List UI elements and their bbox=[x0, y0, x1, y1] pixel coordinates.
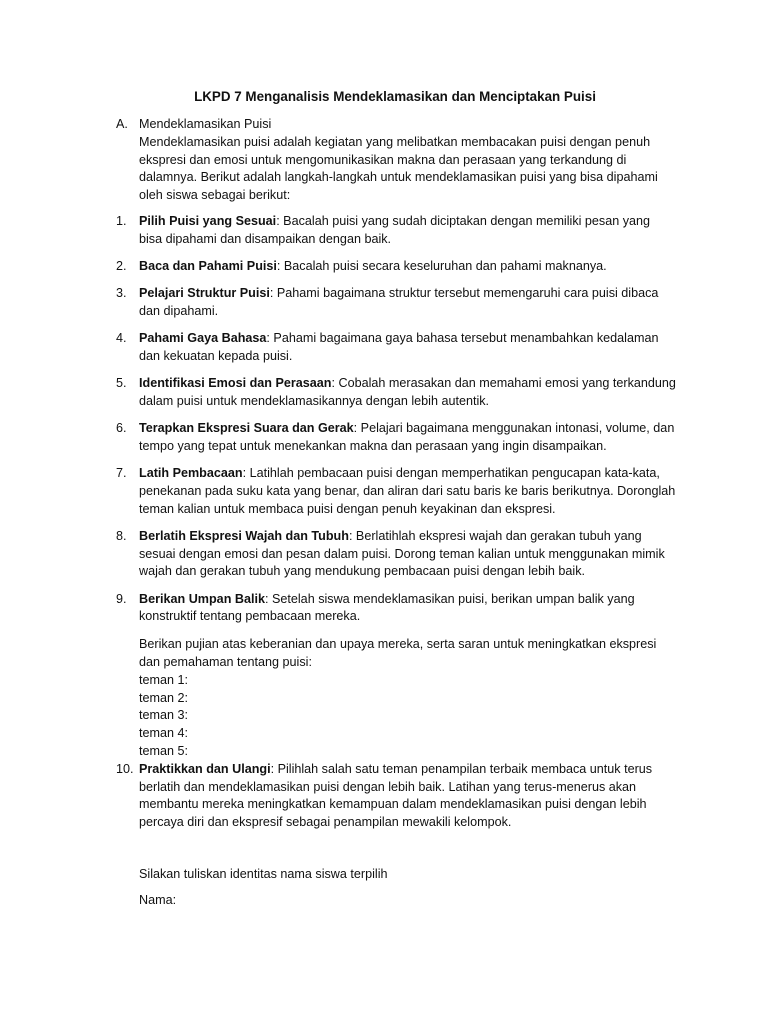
section-a bbox=[116, 116, 676, 205]
friend-entry: teman 2: bbox=[139, 690, 189, 705]
item-number: 3. bbox=[116, 286, 127, 301]
item-title: Latih Pembacaan bbox=[139, 466, 243, 481]
name-label: Nama: bbox=[139, 892, 177, 907]
list-item bbox=[116, 528, 676, 581]
section-heading: Mendeklamasikan Puisi bbox=[139, 117, 272, 131]
item-number: 9. bbox=[116, 591, 127, 606]
friend-entry: teman 5: bbox=[139, 744, 189, 759]
item-text: : Berlatihlah ekspresi wajah dan gerakan tubuh yang sesuai dengan emosi dan pesan dalam puisi. Dorong teman kalian untuk menggunakan mimik wajah dan gerakan tubuh yang mendukung pembacaan puisi dengan lebih baik. bbox=[139, 528, 665, 579]
footer-instruction: Silakan tuliskan identitas nama siswa terpilih bbox=[139, 867, 388, 881]
list-item bbox=[116, 213, 676, 249]
item-text: : Latihlah pembacaan puisi dengan memperhatikan pengucapan kata-kata, penekanan pada suku kata yang benar, dan aliran dari satu baris ke baris berikutnya. Doronglah teman kalian untuk membaca puisi dengan penuh keyakinan dan ekspresi. bbox=[139, 466, 676, 516]
steps-list bbox=[116, 213, 676, 841]
item-text: : Cobalah merasakan dan memahami emosi yang terkandung dalam puisi untuk mendeklamasikannya dengan lebih autentik. bbox=[139, 376, 676, 408]
friend-entry: teman 3: bbox=[139, 708, 189, 723]
item-number: 8. bbox=[116, 528, 127, 543]
friends-list bbox=[139, 672, 676, 761]
item-number: 4. bbox=[116, 331, 127, 346]
footer-block bbox=[139, 866, 679, 910]
item-title: Berikan Umpan Balik bbox=[139, 591, 265, 606]
item-text: : Pahami bagaimana struktur tersebut memengaruhi cara puisi dibaca dan dipahami. bbox=[139, 286, 659, 318]
item-title: Berlatih Ekspresi Wajah dan Tubuh bbox=[139, 528, 349, 543]
item-text: : Pilihlah salah satu teman penampilan terbaik membaca untuk terus berlatih dan mendeklamasikan puisi dengan lebih baik. Latihan yang terus-menerus akan membantu mereka meningkatkan kemampuan dalam mendeklamasikan puisi dengan lebih percaya diri dan ekspresif sebagai penampilan mewakili kelompok. bbox=[139, 761, 653, 830]
list-item bbox=[116, 258, 676, 276]
item-number: 2. bbox=[116, 258, 127, 273]
item-text: : Setelah siswa mendeklamasikan puisi, berikan umpan balik yang konstruktif tentang pembacaan mereka. bbox=[139, 591, 635, 624]
item-title: Identifikasi Emosi dan Perasaan bbox=[139, 376, 332, 391]
list-item bbox=[116, 420, 676, 456]
document-title: LKPD 7 Menganalisis Mendeklamasikan dan Menciptakan Puisi bbox=[194, 89, 596, 104]
section-letter: A. bbox=[116, 117, 128, 131]
item-title: Pahami Gaya Bahasa bbox=[139, 331, 267, 346]
list-item bbox=[116, 761, 676, 832]
item-text: : Pahami bagaimana gaya bahasa tersebut menambahkan kedalaman dan kekuatan kepada puisi. bbox=[139, 331, 659, 363]
item-title: Baca dan Pahami Puisi bbox=[139, 258, 277, 273]
item-number: 5. bbox=[116, 376, 127, 391]
list-item bbox=[116, 591, 676, 761]
item-title: Terapkan Ekspresi Suara dan Gerak bbox=[139, 421, 354, 436]
item-title: Pelajari Struktur Puisi bbox=[139, 286, 270, 301]
list-item bbox=[116, 285, 676, 321]
list-item bbox=[116, 465, 676, 518]
list-item bbox=[116, 330, 676, 366]
feedback-instruction: Berikan pujian atas keberanian dan upaya mereka, serta saran untuk meningkatkan ekspresi dan pemahaman tentang puisi: bbox=[139, 637, 657, 670]
item-text: : Pelajari bagaimana menggunakan intonasi, volume, dan tempo yang tepat untuk menekankan makna dan perasaan yang ingin disampaikan. bbox=[139, 421, 675, 453]
friend-entry: teman 1: bbox=[139, 672, 189, 687]
item-text: : Bacalah puisi secara keseluruhan dan pahami maknanya. bbox=[276, 258, 607, 273]
item-number: 6. bbox=[116, 421, 127, 436]
item-title: Praktikkan dan Ulangi bbox=[139, 761, 271, 776]
list-item bbox=[116, 375, 676, 411]
item-number: 10. bbox=[116, 761, 134, 776]
feedback-block bbox=[139, 636, 676, 761]
item-number: 7. bbox=[116, 466, 127, 481]
item-text: : Bacalah puisi yang sudah diciptakan dengan memiliki pesan yang bisa dipahami dan disampaikan dengan baik. bbox=[139, 214, 651, 246]
item-title: Pilih Puisi yang Sesuai bbox=[139, 214, 277, 228]
section-intro: Mendeklamasikan puisi adalah kegiatan yang melibatkan membacakan puisi dengan penuh ekspresi dan emosi untuk mengomunikasikan makna dan perasaan yang terkandung di dalamnya. Berikut adalah langkah-langkah untuk mendeklamasikan puisi yang bisa dipahami oleh siswa sebagai berikut: bbox=[139, 134, 658, 203]
item-number: 1. bbox=[116, 214, 127, 228]
friend-entry: teman 4: bbox=[139, 726, 189, 741]
